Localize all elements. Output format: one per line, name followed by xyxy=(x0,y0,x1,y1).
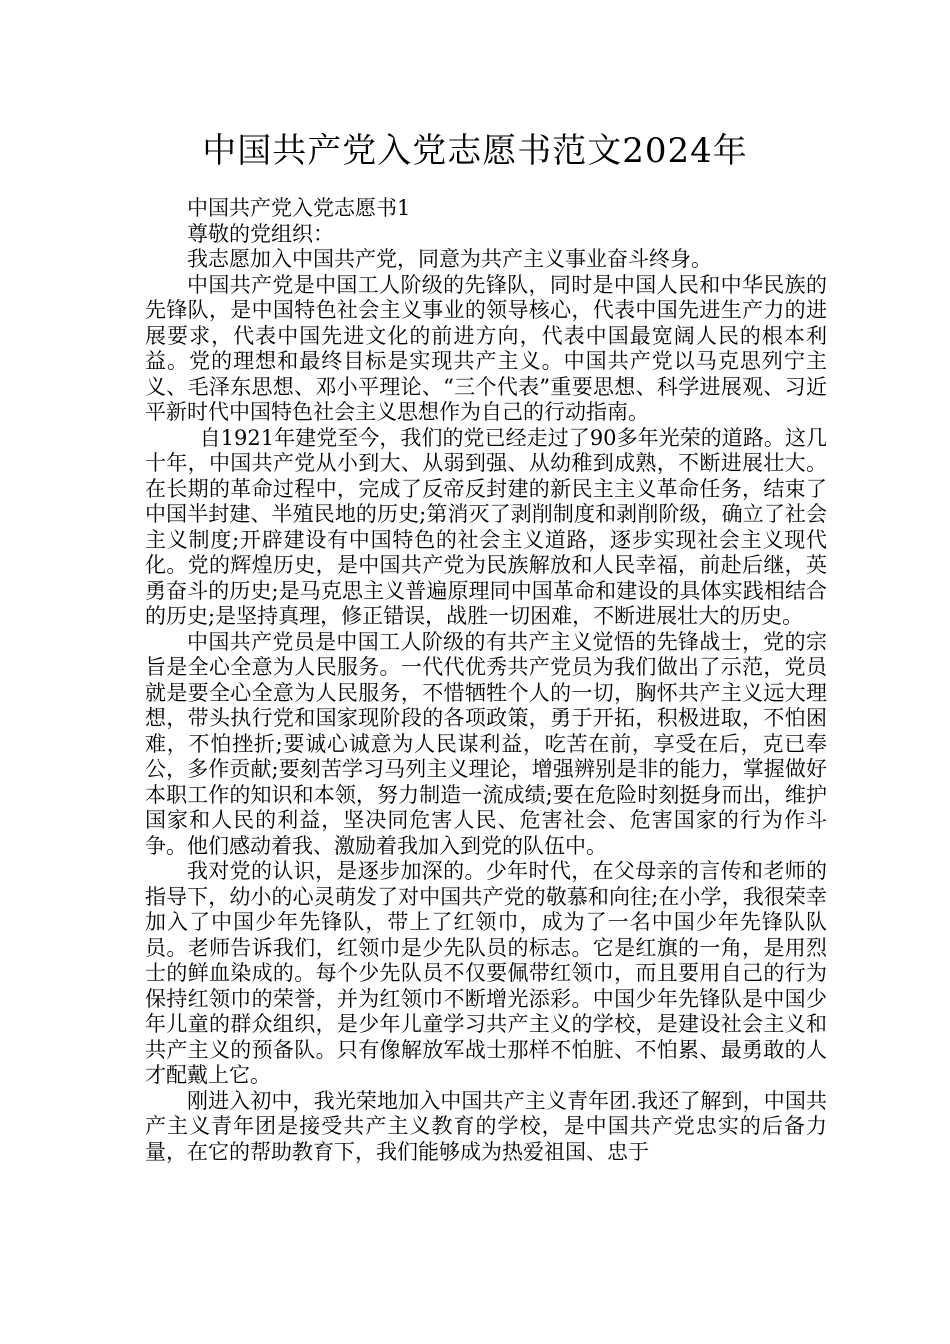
paragraph: 中国共产党员是中国工人阶级的有共产主义觉悟的先锋战士，党的宗旨是全心全意为人民服务。一代代优秀共产党员为我们做出了示范，党员就是要全心全意为人民服务，不惜牺牲个人的一切，胸怀共产主义远大理想，带头执行党和国家现阶段的各项政策，勇于开拓，积极进取，不怕困难，不怕挫折;要诚心诚意为人民谋利益，吃苦在前，享受在后，克已奉公，多作贡献;要刻苦学习马列主义理论，增强辨别是非的能力，掌握做好本职工作的知识和本领，努力制造一流成绩;要在危险时刻挺身而出，维护国家和人民的利益，坚决同危害人民、危害社会、危害国家的行为作斗争。他们感动着我、激励着我加入到党的队伍中。 xyxy=(145,629,827,858)
paragraph: 自1921年建党至今，我们的党已经走过了90多年光荣的道路。这几十年，中国共产党从小到大、从弱到强、从幼稚到成熟，不断进展壮大。在长期的革命过程中，完成了反帝反封建的新民主主义革命任务，结束了中国半封建、半殖民地的历史;第消灭了剥削制度和剥削阶级，确立了社会主义制度;开辟建设有中国特色的社会主义道路，逐步实现社会主义现代化。党的辉煌历史，是中国共产党为民族解放和人民幸福，前赴后继，英勇奋斗的历史;是马克思主义普遍原理同中国革命和建设的具体实践相结合的历史;是坚持真理，修正错误，战胜一切困难，不断进展壮大的历史。 xyxy=(145,425,827,628)
document-body xyxy=(145,196,827,1165)
document-title: 中国共产党入党志愿书范文2024年 xyxy=(202,131,748,171)
section-heading: 中国共产党入党志愿书1 xyxy=(187,196,411,220)
salutation: 尊敬的党组织： xyxy=(187,221,334,246)
paragraph: 我志愿加入中国共产党，同意为共产主义事业奋斗终身。 xyxy=(187,247,712,271)
paragraph: 我对党的认识，是逐步加深的。少年时代，在父母亲的言传和老师的指导下，幼小的心灵萌发了对中国共产党的敬慕和向往;在小学，我很荣幸加入了中国少年先锋队，带上了红领巾，成为了一名中国少年先锋队队员。老师告诉我们，红领巾是少先队员的标志。它是红旗的一角，是用烈士的鲜血染成的。每个少先队员不仅要佩带红领巾，而且要用自己的行为保持红领巾的荣誉，并为红领巾不断增光添彩。中国少年先锋队是中国少年儿童的群众组织，是少年儿童学习共产主义的学校，是建设社会主义和共产主义的预备队。只有像解放军战士那样不怕脏、不怕累、最勇敢的人才配戴上它。 xyxy=(145,859,827,1087)
paragraph: 中国共产党是中国工人阶级的先锋队，同时是中国人民和中华民族的先锋队，是中国特色社会主义事业的领导核心，代表中国先进生产力的进展要求，代表中国先进文化的前进方向，代表中国最宽阔人民的根本利益。党的理想和最终目标是实现共产主义。中国共产党以马克思列宁主义、毛泽东思想、邓小平理论、“三个代表”重要思想、科学进展观、习近平新时代中国特色社会主义思想作为自己的行动指南。 xyxy=(145,272,827,424)
paragraph: 刚进入初中，我光荣地加入中国共产主义青年团.我还了解到，中国共产主义青年团是接受共产主义教育的学校，是中国共产党忠实的后备力量，在它的帮助教育下，我们能够成为热爱祖国、忠于 xyxy=(145,1088,827,1164)
